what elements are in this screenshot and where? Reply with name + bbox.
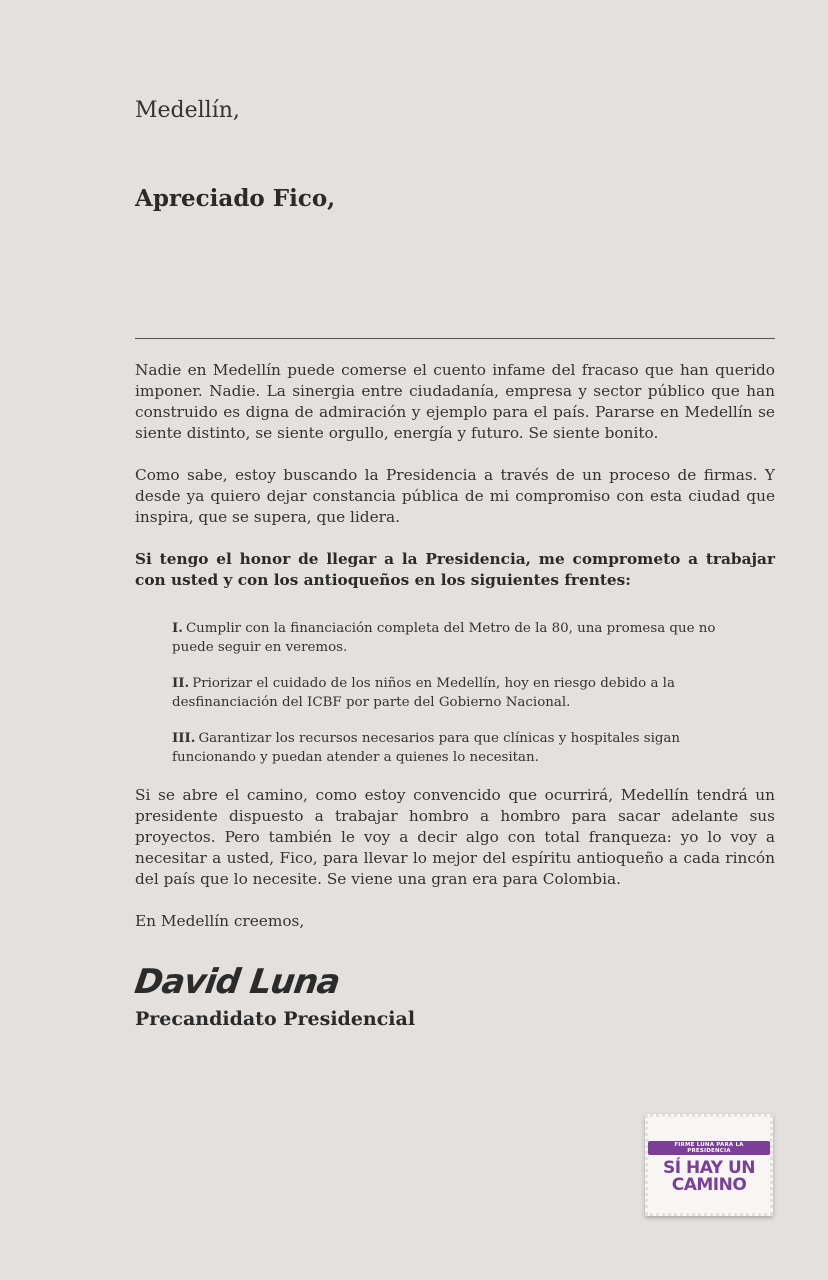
- divider: [135, 338, 775, 339]
- signer-role: Precandidato Presidencial: [135, 1008, 416, 1030]
- greeting: Apreciado Fico,: [135, 185, 336, 212]
- item-number: I.: [172, 620, 183, 636]
- item-text: Cumplir con la financiación completa del Metro de la 80, una promesa que no puede seguir en veremos.: [172, 621, 716, 655]
- sign-off: En Medellín creemos,: [135, 912, 305, 930]
- signature: David Luna: [132, 962, 342, 1002]
- letter-body: [135, 360, 775, 947]
- item-text: Priorizar el cuidado de los niños en Medellín, hoy en riesgo debido a la desfinanciación del ICBF por parte del Gobierno Nacional.: [172, 676, 675, 710]
- item-number: III.: [172, 730, 196, 746]
- list-item: [172, 619, 757, 657]
- list-item: [172, 674, 757, 712]
- stamp-tag: FIRME LUNA PARA LA PRESIDENCIA: [648, 1141, 770, 1155]
- city-line: Medellín,: [135, 98, 240, 123]
- commitments-list: [172, 619, 757, 767]
- paragraph-closing: Si se abre el camino, como estoy convencido que ocurrirá, Medellín tendrá un presidente dispuesto a trabajar hombro a hombro para sacar adelante sus proyectos. Pero también le voy a decir algo con total franqueza: yo lo voy a necesitar a usted, Fico, para llevar lo mejor del espíritu antioqueño a cada rincón del país que lo necesite. Se viene una gran era para Colombia.: [135, 786, 775, 888]
- paragraph-intro: Nadie en Medellín puede comerse el cuento infame del fracaso que han querido imponer. Nadie. La sinergia entre ciudadanía, empresa y sector público que han construido es digna de admiración y ejemplo para el país. Pararse en Medellín se siente distinto, se siente orgullo, energía y futuro. Se siente bonito.: [135, 361, 775, 442]
- item-number: II.: [172, 675, 190, 691]
- list-item: [172, 729, 757, 767]
- paragraph-campaign: Como sabe, estoy buscando la Presidencia a través de un proceso de firmas. Y desde ya quiero dejar constancia pública de mi compromiso con esta ciudad que inspira, que se supera, que lidera.: [135, 466, 775, 526]
- stamp-line-2: CAMINO: [671, 1175, 747, 1195]
- campaign-stamp: [645, 1114, 773, 1216]
- item-text: Garantizar los recursos necesarios para que clínicas y hospitales sigan funcionando y puedan atender a quienes lo necesitan.: [172, 731, 681, 765]
- paragraph-commitment: Si tengo el honor de llegar a la Presidencia, me comprometo a trabajar con usted y con los antioqueños en los siguientes frentes:: [135, 550, 775, 589]
- stamp-line-1: SÍ HAY UN: [662, 1158, 755, 1178]
